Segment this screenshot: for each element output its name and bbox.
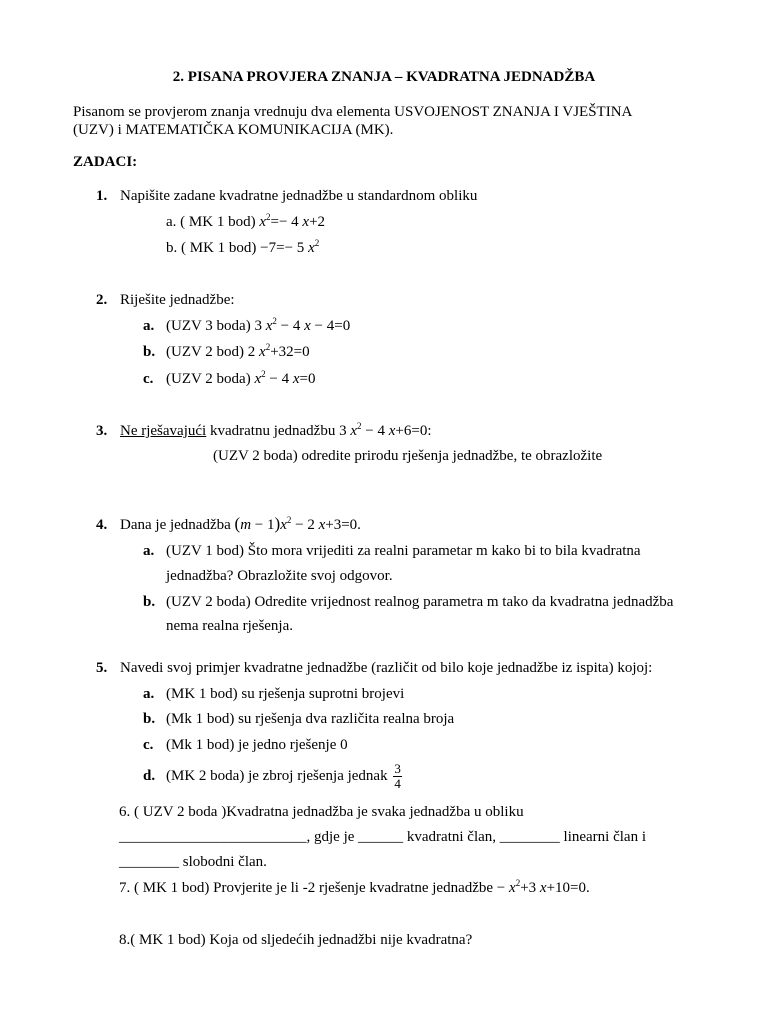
item-text: (MK 1 bod) su rješenja suprotni brojevi <box>166 686 405 702</box>
item-text: (UZV 1 bod) Što mora vrijediti za realni parametar m kako bi to bila kvadratna <box>166 543 641 559</box>
equation: 2 $x^2+32=0$ <box>247 342 310 360</box>
item-letter: d. <box>143 768 156 784</box>
item-text: (MK 2 boda) je zbroj rješenja jednak <box>166 768 388 784</box>
equation: $x^2=- 4$ x+2 <box>259 212 326 230</box>
item-letter: b. <box>143 711 156 727</box>
task-number: 2. <box>96 292 108 308</box>
equation: −7=− 5 $x^2$ <box>260 238 320 256</box>
task-7 <box>119 879 590 897</box>
item-letter: b. <box>143 344 156 360</box>
task-1-a <box>166 213 325 231</box>
task-5-a <box>143 685 404 703</box>
item-text: (UZV 2 boda) Odredite vrijednost realnog parametra m tako da kvadratna jednadžba <box>166 594 674 610</box>
task-number: 4. <box>96 517 108 533</box>
intro-line-1: Pisanom se provjerom znanja vrednuju dva elementa USVOJENOST ZNANJA I VJEŠTINA <box>73 104 633 120</box>
item-label: (UZV 2 boda) <box>166 371 251 387</box>
fraction-numerator: 3 <box>394 761 401 777</box>
task-6-line-3: ________ slobodni član. <box>119 854 267 870</box>
task-number: 5. <box>96 660 108 676</box>
task-4-a <box>143 542 641 560</box>
equation: $(m - 1)x^2 - 2$ x+3=0. <box>234 514 361 533</box>
task-2-b <box>143 343 310 361</box>
task-text: kvadratnu jednadžbu <box>209 423 336 439</box>
task-1 <box>96 187 477 205</box>
item-letter: a. <box>143 686 155 702</box>
task-underlined-text: Ne rješavajući <box>120 423 207 439</box>
task-5 <box>96 659 652 677</box>
item-letter: a. <box>143 318 155 334</box>
task-2-a <box>143 317 350 335</box>
task-6-line-2: _________________________, gdje je ______ kvadratni član, ________ linearni član i <box>119 829 646 845</box>
task-6-line-1: 6. ( UZV 2 boda )Kvadratna jednadžba je svaka jednadžba u obliku <box>119 804 524 820</box>
task-1-a-label: a. ( MK 1 bod) <box>166 214 256 230</box>
task-3-subtext: (UZV 2 boda) odredite prirodu rješenja jednadžbe, te obrazložite <box>213 448 603 464</box>
task-5-d <box>143 761 402 791</box>
task-4-b-cont: nema realna rješenja. <box>166 618 294 634</box>
task-2-c <box>143 370 316 388</box>
item-letter: b. <box>143 594 156 610</box>
task-number: 1. <box>96 188 108 204</box>
task-text: 7. ( MK 1 bod) Provjerite je li -2 rješenje kvadratne jednadžbe <box>119 880 494 896</box>
task-5-b <box>143 710 454 728</box>
task-8: 8.( MK 1 bod) Koja od sljedećih jednadžbi nije kvadratna? <box>119 932 473 948</box>
task-number: 3. <box>96 423 108 439</box>
item-letter: a. <box>143 543 155 559</box>
equation: $x^2 - 4$ x=0 <box>254 369 316 387</box>
item-text: (Mk 1 bod) su rješenja dva različita realna broja <box>166 711 455 727</box>
task-text: Navedi svoj primjer kvadratne jednadžbe (različit od bilo koje jednadžbe iz ispita) kojoj: <box>120 660 653 676</box>
equation: − $x^2+3$ x+10=0. <box>496 878 590 896</box>
fraction-denominator: 4 <box>394 776 401 792</box>
equation: 3 $x^2 - 4$ x − 4=0 <box>254 316 351 334</box>
item-letter: c. <box>143 371 154 387</box>
task-4-a-cont: jednadžba? Obrazložite svoj odgovor. <box>166 568 393 584</box>
page-title: 2. PISANA PROVJERA ZNANJA – KVADRATNA JEDNADŽBA <box>172 69 596 85</box>
item-text: (Mk 1 bod) je jedno rješenje 0 <box>166 737 348 753</box>
task-4-b <box>143 593 673 611</box>
task-3 <box>96 422 432 440</box>
item-label: (UZV 3 boda) <box>166 318 251 334</box>
equation: 3 $x^2 - 4$ x+6=0: <box>339 421 432 439</box>
task-text: Riješite jednadžbe: <box>120 292 235 308</box>
task-1-b <box>166 239 319 257</box>
task-text: Dana je jednadžba <box>120 517 231 533</box>
task-4 <box>96 515 361 534</box>
zadaci-heading: ZADACI: <box>73 154 138 170</box>
item-label: (UZV 2 bod) <box>166 344 245 360</box>
task-1-b-label: b. ( MK 1 bod) <box>166 240 257 256</box>
task-2 <box>96 291 235 309</box>
intro-line-2: (UZV) i MATEMATIČKA KOMUNIKACIJA (MK). <box>73 122 394 138</box>
item-letter: c. <box>143 737 154 753</box>
fraction <box>393 762 402 791</box>
task-5-c <box>143 736 348 754</box>
task-text: Napišite zadane kvadratne jednadžbe u standardnom obliku <box>120 188 478 204</box>
